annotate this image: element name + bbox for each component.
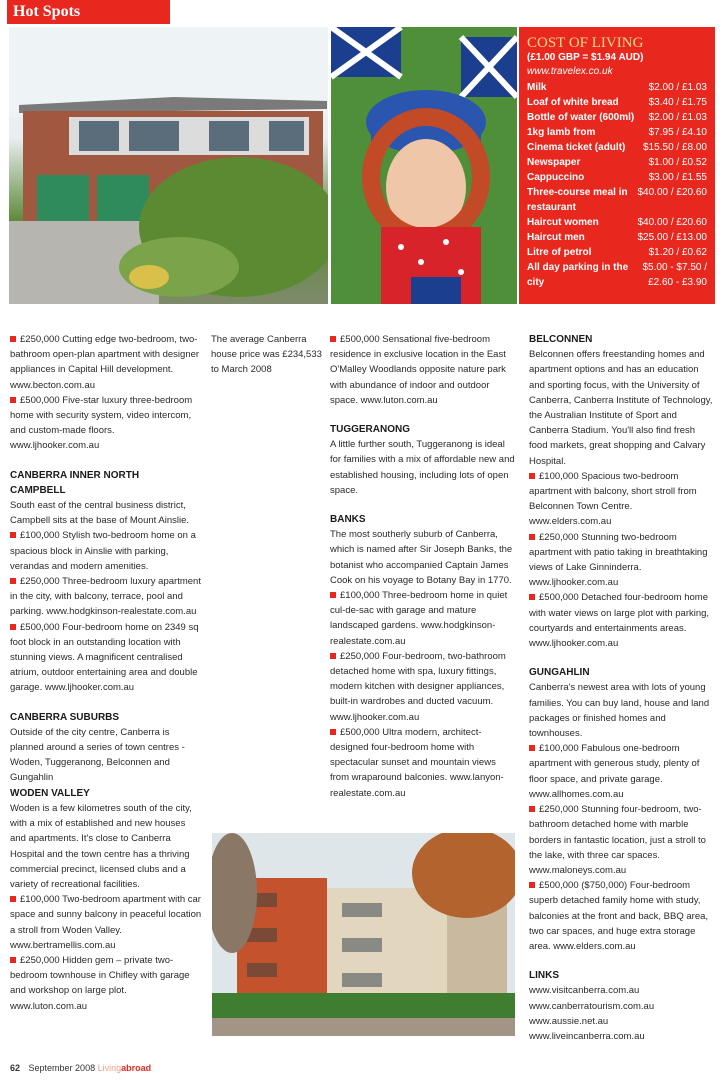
house-photo (9, 27, 328, 304)
paragraph: The most southerly suburb of Canberra, which is named after Sir Joseph Banks, the botanist who accompanied Captain James Cook on his voyage to Botany Bay in 1770. (330, 529, 513, 586)
price-row: 1kg lamb from $7.95 / £4.10 (527, 127, 707, 138)
link[interactable]: www.visitcanberra.com.au (529, 985, 640, 997)
listing: £100,000 Spacious two-bedroom apartment with balcony, short stroll from Belconnen Town Centre. www.elders.com.au (529, 470, 697, 528)
bullet-square-icon (529, 534, 535, 540)
price-note: The average Canberra house price was £234,533 to March 2008 (211, 334, 322, 376)
page-number: 62 (10, 1063, 21, 1073)
page-footer (10, 1063, 151, 1073)
price-row: Milk $2.00 / £1.03 (527, 82, 707, 93)
bullet-square-icon (10, 896, 16, 902)
column-3 (529, 332, 715, 1044)
price-row: Haircut women $40.00 / £20.60 (527, 217, 707, 228)
bullet-square-icon (330, 592, 336, 598)
section-heading: TUGGERANONG (330, 424, 410, 436)
bullet-square-icon (10, 532, 16, 538)
apartment-photo (212, 833, 515, 1036)
column-1 (10, 332, 202, 1014)
listing: £100,000 Two-bedroom apartment with car space and sunny balcony in peaceful location a stroll from Woden Valley. www.bertramellis.com.au (10, 894, 202, 951)
bullet-square-icon (529, 594, 535, 600)
link[interactable]: www.liveincanberra.com.au (529, 1030, 645, 1042)
price-row: Haircut men $25.00 / £13.00 (527, 232, 707, 243)
price-row: Loaf of white bread $3.40 / £1.75 (527, 97, 707, 108)
section-title: Hot Spots (13, 3, 81, 20)
listing: £100,000 Stylish two-bedroom home on a spacious block in Ainslie with parking, verandas and modern amenities. (10, 530, 196, 572)
bullet-square-icon (10, 336, 16, 342)
bullet-square-icon (10, 578, 16, 584)
section-heading: LINKS (529, 970, 559, 982)
exchange-rate: (£1.00 GBP = $1.94 AUD) (527, 52, 644, 63)
bullet-square-icon (330, 729, 336, 735)
section-heading: CANBERRA INNER NORTH (10, 469, 140, 481)
paragraph: Woden is a few kilometres south of the city, with a mix of established and new houses and apartments. It's close to Canberra Hospital and the town centre has a thriving commercial precinct, licensed clubs and a variety of recreational facilities. (10, 802, 192, 890)
listing: £250,000 Cutting edge two-bedroom, two-bathroom open-plan apartment with designer appliances in Capital Hill development. www.becton.com.au (10, 334, 200, 391)
magazine-brand: Livingabroad (97, 1063, 152, 1073)
listing: £500,000 Five-star luxury three-bedroom home with security system, video intercom, and custom-made floors. www.ljhooker.com.au (10, 394, 193, 452)
apartment-illustration (212, 833, 515, 1036)
price-row: Three-course meal in restaurant $40.00 / £20.60 (527, 187, 707, 213)
cost-of-living-title: COST OF LIVING (527, 35, 644, 51)
price-row: Bottle of water (600ml) $2.00 / £1.03 (527, 112, 707, 123)
price-row: Litre of petrol $1.20 / £0.62 (527, 247, 707, 258)
bullet-square-icon (529, 745, 535, 751)
section-heading: CAMPBELL (10, 484, 66, 496)
house-illustration (9, 27, 328, 304)
bullet-square-icon (529, 806, 535, 812)
section-heading: CANBERRA SUBURBS (10, 711, 120, 723)
cost-of-living-box (519, 27, 715, 304)
listing: £250,000 Three-bedroom luxury apartment in the city, with balcony, terrace, pool and parking. www.hodgkinson-realestate.com.au (10, 576, 201, 618)
listing: £500,000 ($750,000) Four-bedroom superb detached family home with study, balconies at the front and back, BBQ area, two car spaces, and huge extra storage area. www.elders.com.au (529, 880, 709, 952)
section-heading: BANKS (330, 514, 366, 526)
travelex-link[interactable]: www.travelex.co.uk (527, 66, 613, 77)
listing: £250,000 Four-bedroom, two-bathroom detached home with spa, luxury fittings, modern kitchen with designer appliances, built-in wardrobes and ducted vacuum. www.ljhooker.com.au (330, 650, 506, 723)
listing: £500,000 Four-bedroom home on 2349 sq foot block in an outstanding location with stunning views. A magnificent centralised atrium, outdoor entertaining area and double garage. www.ljhooker.com.au (10, 621, 199, 694)
girl-illustration (331, 27, 517, 304)
paragraph: Belconnen offers freestanding homes and apartment options and has an education and sporting focus, with the University of Canberra, Canberra Institute of Technology, the Australian Institute of Sport and Canberra Stadium. You'll also find fresh food markets, great shopping and Calvary Hospital. (529, 349, 713, 467)
section-heading: BELCONNEN (529, 334, 593, 345)
price-row: Cappuccino $3.00 / £1.55 (527, 172, 707, 183)
listing: £500,000 Sensational five-bedroom residence in exclusive location in the East O'Malley Woodlands opposite nature park with abundance of indoor and outdoor space. www.luton.com.au (330, 334, 506, 406)
bullet-square-icon (529, 882, 535, 888)
paragraph: Outside of the city centre, Canberra is planned around a series of town centres - Woden, Tuggeranong, Belconnen and Gungahlin (10, 726, 185, 784)
bullet-square-icon (10, 957, 16, 963)
price-row: Cinema ticket (adult) $15.50 / £8.00 (527, 142, 707, 153)
paragraph: Canberra's newest area with lots of young families. You can buy land, house and land packages or finished homes and townhouses. (529, 682, 710, 740)
bullet-square-icon (10, 397, 16, 403)
listing: £500,000 Detached four-bedroom home with water views on large plot with parking, courtyards and entertainments areas. www.ljhooker.com.au (529, 592, 710, 650)
listing: £250,000 Hidden gem – private two-bedroom townhouse in Chifley with garage and workshop on large plot. www.luton.com.au (10, 954, 190, 1012)
link[interactable]: www.aussie.net.au (529, 1015, 609, 1027)
issue-date: September 2008 (28, 1063, 96, 1073)
section-header (7, 0, 170, 24)
bullet-square-icon (330, 336, 336, 342)
paragraph: South east of the central business district, Campbell sits at the base of Mount Ainslie. (10, 500, 190, 527)
column-2 (330, 332, 516, 801)
listing: £250,000 Stunning two-bedroom apartment with patio taking in breathtaking views of Lake Ginninderra. www.ljhooker.com.au (529, 531, 708, 589)
girl-with-flags-photo (331, 27, 517, 304)
section-heading: GUNGAHLIN (529, 667, 590, 679)
listing: £500,000 Ultra modern, architect-designed four-bedroom home with spectacular sunset and mountain views from wraparound balconies. www.lanyon-realestate.com.au (330, 726, 504, 799)
bullet-square-icon (330, 653, 336, 659)
link[interactable]: www.canberratourism.com.au (529, 1000, 655, 1012)
price-row: All day parking in the city $5.00 - $7.50 / £2.60 - £3.90 (527, 262, 707, 288)
bullet-square-icon (10, 624, 16, 630)
price-row: Newspaper $1.00 / £0.52 (527, 157, 707, 168)
listing: £250,000 Stunning four-bedroom, two-bathroom detached home with marble borders in fantastic location, just a stroll to the lake, with three car spaces. www.maloneys.com.au (529, 804, 706, 876)
listing: £100,000 Three-bedroom home in quiet cul-de-sac with garage and mature landscaped gardens. www.hodgkinson-realestate.com.au (330, 590, 508, 647)
bullet-square-icon (529, 473, 535, 479)
paragraph: A little further south, Tuggeranong is ideal for families with a mix of affordable new and established housing, including lots of open space. (330, 439, 515, 496)
listing: £100,000 Fabulous one-bedroom apartment with generous study, plenty of floor space, and private garage. www.allhomes.com.au (529, 743, 700, 800)
section-heading: WODEN VALLEY (10, 787, 90, 799)
